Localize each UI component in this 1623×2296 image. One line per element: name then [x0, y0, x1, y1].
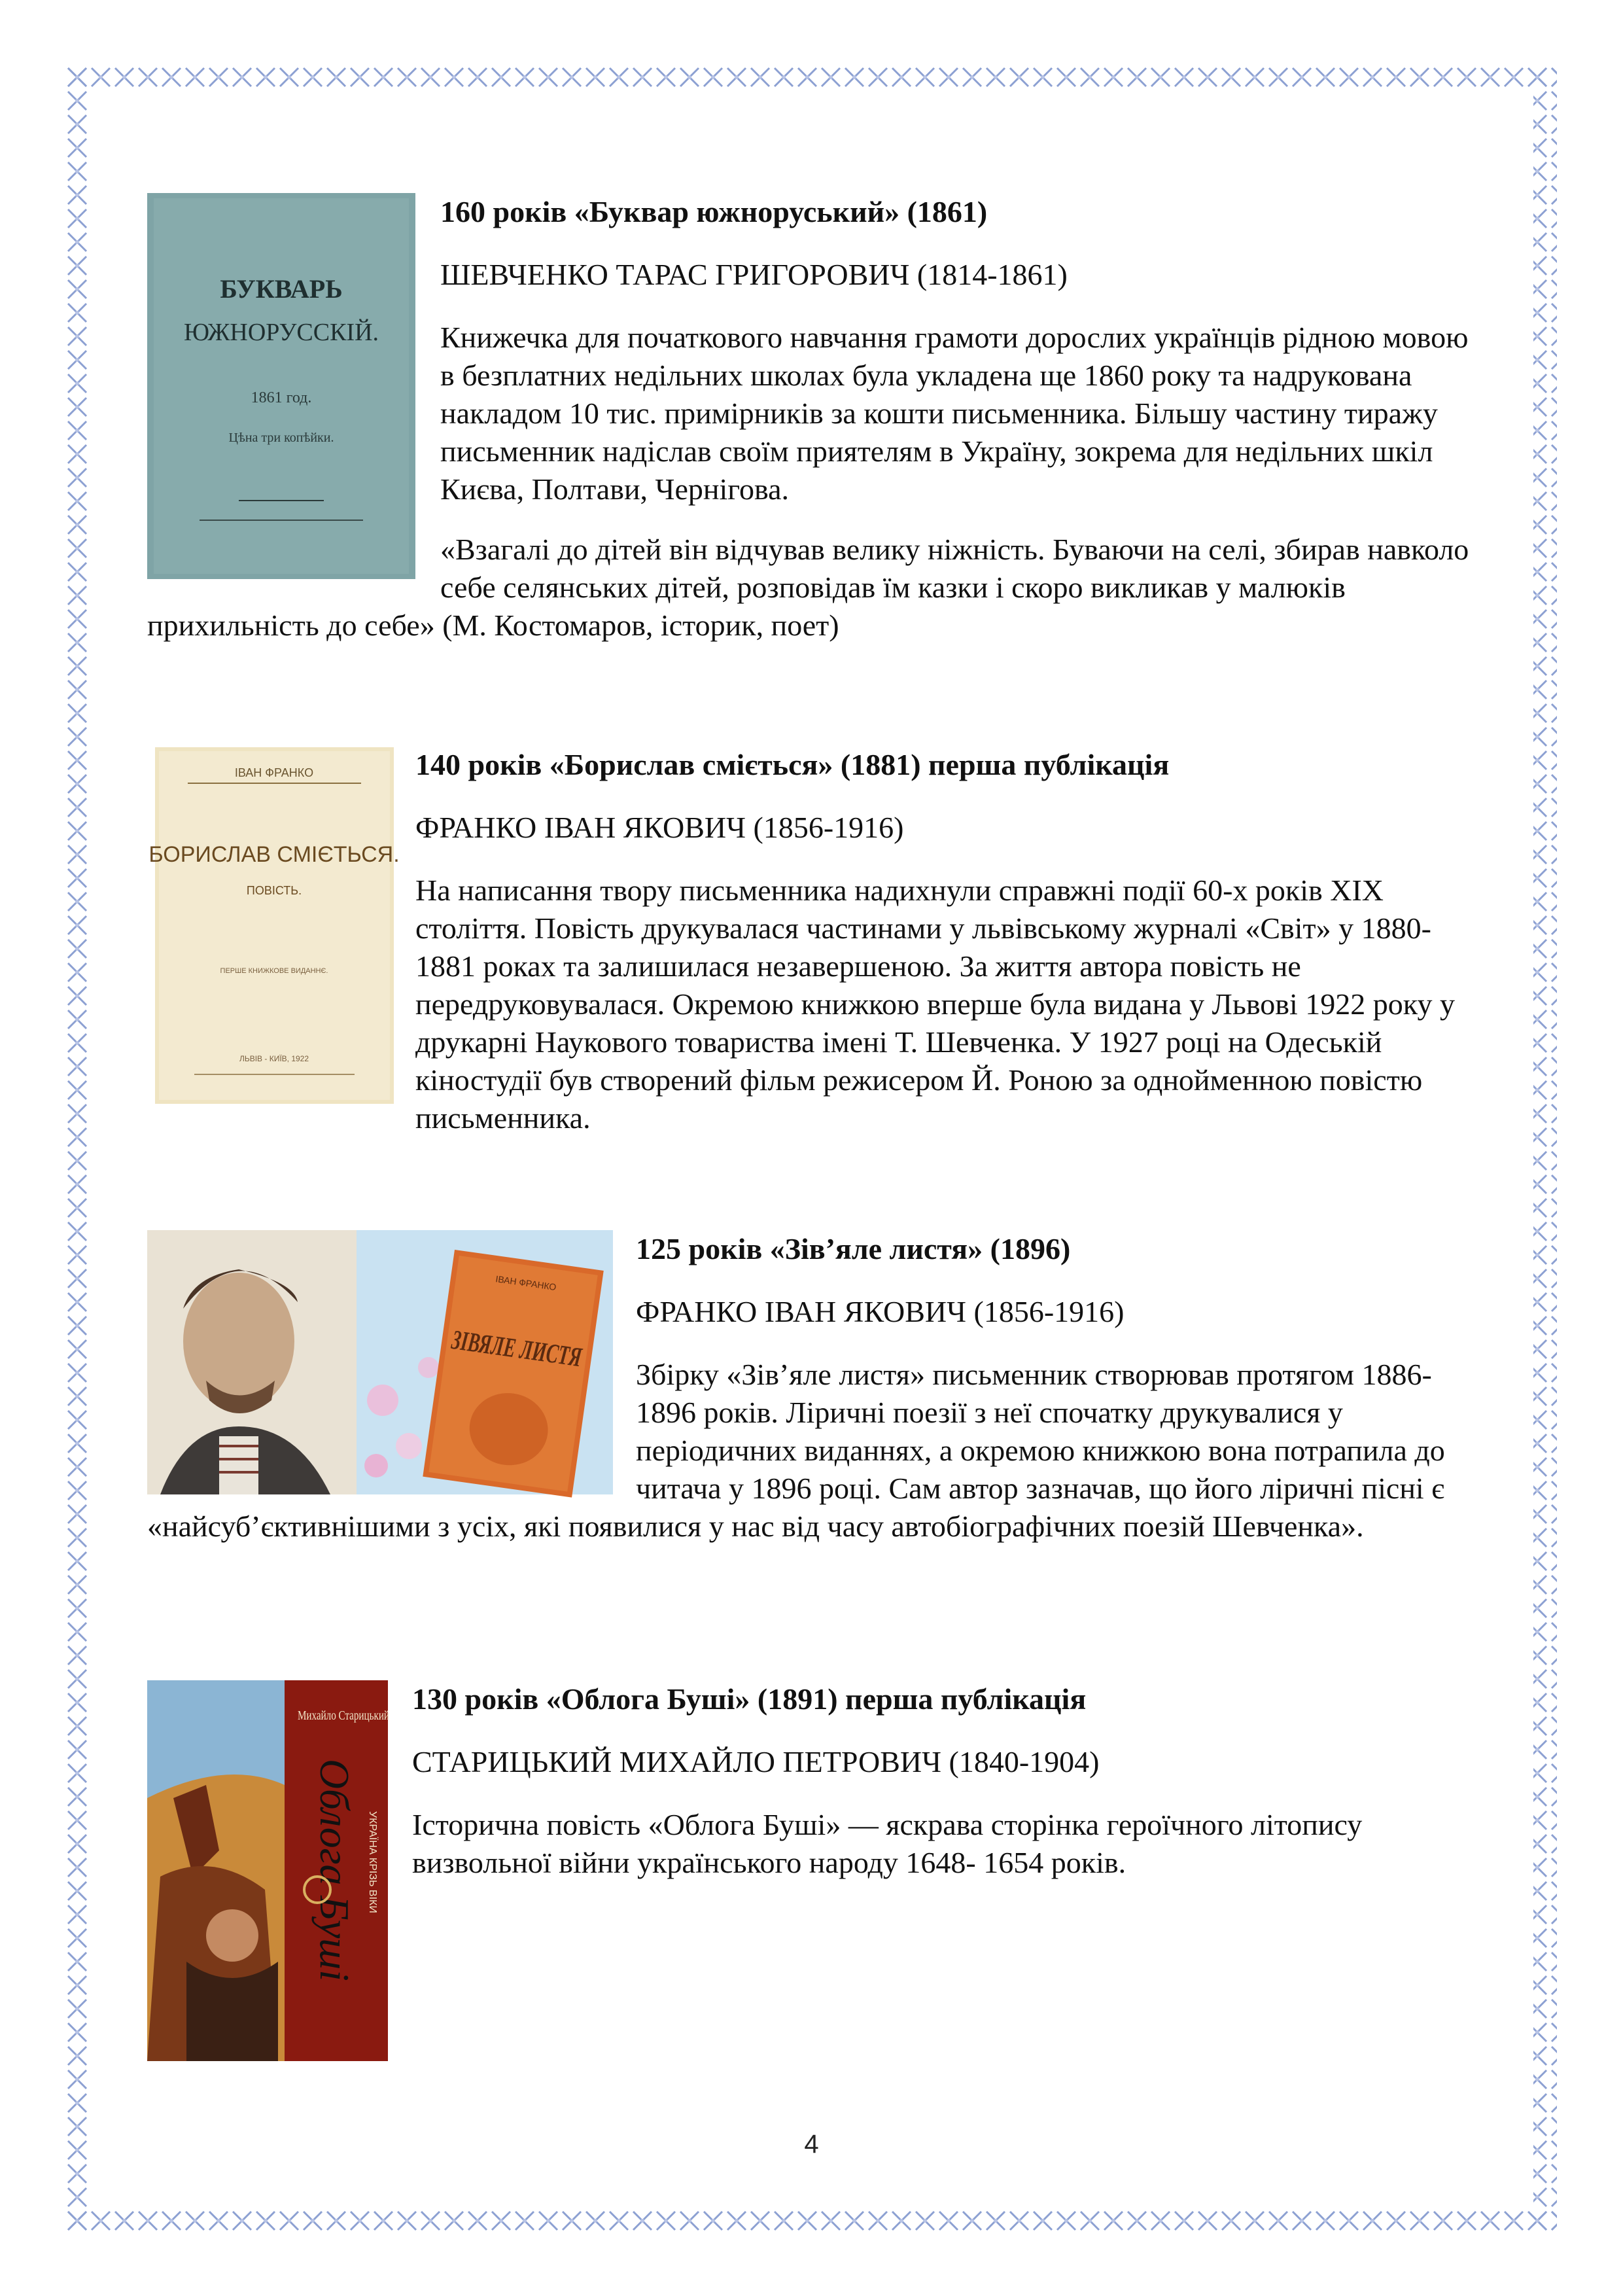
cover-zivyale	[147, 1230, 652, 1494]
page-number: 4	[804, 2130, 819, 2159]
cover-title: ЗІВЯЛЕ ЛИСТЯ	[449, 1324, 652, 1383]
entry-title: 130 років «Облога Буші» (1891) перша публікація	[412, 1682, 1087, 1716]
cover-line2: ЮЖНОРУССКІЙ.	[183, 319, 379, 346]
cover-title: Облога Буші	[311, 1759, 358, 1983]
cover-line4: Цѣна три копѣйки.	[228, 431, 334, 445]
entry-zivyale	[147, 1230, 1475, 1545]
cover-title: БОРИСЛАВ СМІЄТЬСЯ.	[148, 842, 400, 867]
cover-subtitle: ПОВІСТЬ.	[246, 884, 302, 897]
cover-boryslav	[148, 747, 400, 1104]
entry-author: ФРАНКО ІВАН ЯКОВИЧ (1856-1916)	[415, 811, 904, 844]
entry-title: 125 років «Зів’яле листя» (1896)	[636, 1232, 1071, 1265]
entry-title: 160 років «Буквар южноруський» (1861)	[440, 195, 988, 228]
cover-author: Михайло Старицький	[298, 1708, 390, 1723]
cover-obloga	[147, 1680, 388, 2061]
entry-boryslav	[147, 746, 1475, 1137]
entry-author: СТАРИЦЬКИЙ МИХАЙЛО ПЕТРОВИЧ (1840-1904)	[412, 1745, 1100, 1778]
entry-author: ШЕВЧЕНКО ТАРАС ГРИГОРОВИЧ (1814-1861)	[440, 258, 1068, 291]
cover-edition: ПЕРШЕ КНИЖКОВЕ ВИДАННЄ.	[220, 967, 328, 975]
entry-title: 140 років «Борислав сміється» (1881) перша публікація	[415, 748, 1170, 781]
entry-text: Збірку «Зів’яле листя» письменник створював протягом 1886-1896 років. Ліричні поезії з неї спочатку друкувалися у періодичних виданнях, а окремою книжкою вона потрапила до читача у 1896 році. Сам автор зазначав, що його ліричні пісні є «найсуб’єктивнішими з усіх, які появилися у нас від часу автобіографічних поезій Шевченка».	[147, 1358, 1445, 1543]
cover-line1: БУКВАРЬ	[220, 274, 343, 304]
entry-text: Історична повість «Облога Буші» — яскрава сторінка героїчного літопису визвольної війни українського народу 1648- 1654 років.	[412, 1808, 1363, 1879]
entry-text: Книжечка для початкового навчання грамоти дорослих українців рідною мовою в безплатних недільних школах була укладена ще 1860 року та надрукована накладом 10 тис. примірників за кошти письменника. Більшу частину тиражу письменник надіслав своїм приятелям в Україну, зокрема для недільних шкіл Києва, Полтави, Чернігова.	[440, 321, 1469, 506]
entry-author: ФРАНКО ІВАН ЯКОВИЧ (1856-1916)	[636, 1295, 1125, 1328]
cover-line3: 1861 год.	[251, 389, 312, 406]
entry-text: На написання твору письменника надихнули справжні події 60-х років XIX століття. Повість друкувалася частинами у львівському журналі «Світ» у 1880-1881 роках та залишилася незавершеною. За життя автора повість не передруковувалася. Окремою книжкою вперше була видана у Львові 1922 року у друкарні Наукового товариства імені Т. Шевченка. У 1927 році на Одеській кіностудії був створений фільм режисером Й. Роною за однойменною повістю письменника.	[415, 874, 1455, 1135]
entry-bukvar	[147, 193, 1475, 645]
entry-quote: «Взагалі до дітей він відчував велику ніжність. Буваючи на селі, збирав навколо себе селянських дітей, розповідав їм казки і скоро викликав у малюків прихильність до себе» (М. Костомаров, історик, поет)	[147, 533, 1469, 642]
cover-city: ЛЬВІВ - КИЇВ, 1922	[239, 1054, 309, 1063]
cover-author: ІВАН ФРАНКО	[495, 1273, 557, 1293]
cover-series: УКРАЇНА КРІЗЬ ВІКИ	[367, 1811, 378, 1913]
entry-obloga	[147, 1680, 1475, 2061]
cover-bukvar	[147, 193, 415, 579]
cover-author: ІВАН ФРАНКО	[234, 766, 314, 779]
